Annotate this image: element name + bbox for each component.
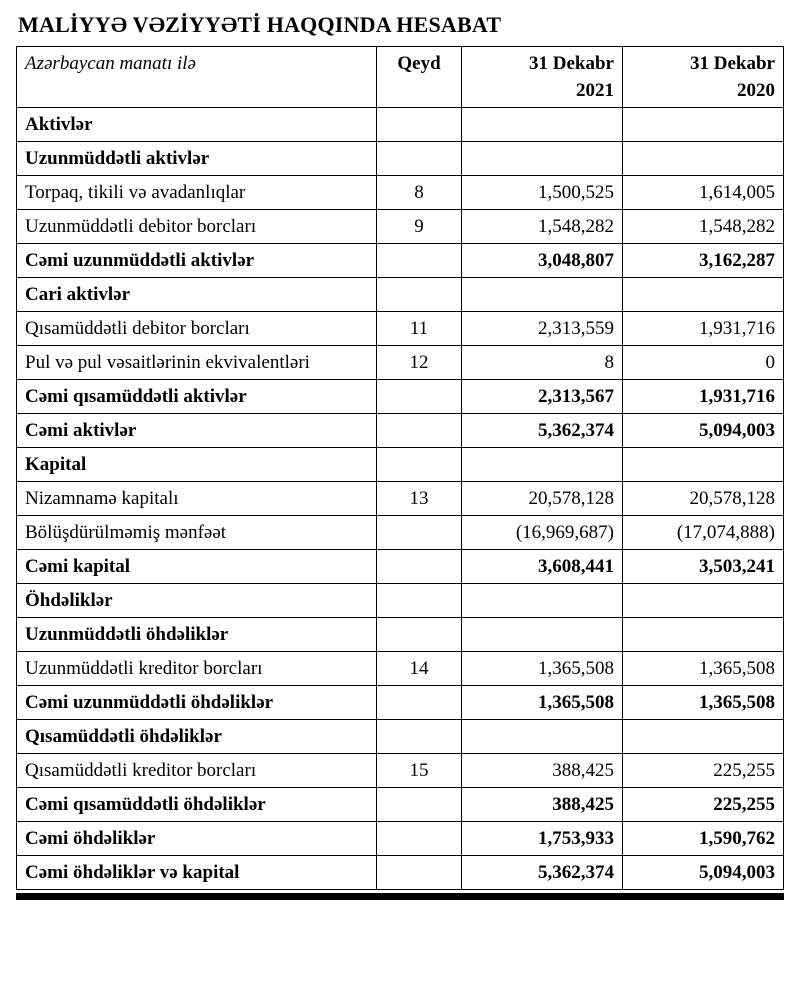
column-header-2021 bbox=[462, 47, 623, 108]
row-label: Torpaq, tikili və avadanlıqlar bbox=[17, 176, 377, 210]
row-value-2020: 5,094,003 bbox=[623, 414, 784, 448]
row-label: Cəmi qısamüddətli aktivlər bbox=[17, 380, 377, 414]
row-value-2020 bbox=[623, 142, 784, 176]
row-note-number bbox=[377, 448, 462, 482]
row-value-2020 bbox=[623, 720, 784, 754]
table-row bbox=[17, 686, 784, 720]
row-value-2021 bbox=[462, 584, 623, 618]
row-note-number bbox=[377, 244, 462, 278]
row-value-2021: 2,313,567 bbox=[462, 380, 623, 414]
row-note-number bbox=[377, 142, 462, 176]
row-label: Cəmi qısamüddətli öhdəliklər bbox=[17, 788, 377, 822]
row-note-number bbox=[377, 720, 462, 754]
row-note-number bbox=[377, 618, 462, 652]
row-label: Aktivlər bbox=[17, 108, 377, 142]
row-value-2021 bbox=[462, 618, 623, 652]
row-value-2020: 1,548,282 bbox=[623, 210, 784, 244]
row-label: Cəmi uzunmüddətli aktivlər bbox=[17, 244, 377, 278]
column-header-2020-month: 31 Dekabr bbox=[690, 53, 775, 74]
row-value-2020: 1,365,508 bbox=[623, 686, 784, 720]
table-row bbox=[17, 720, 784, 754]
row-label: Cəmi uzunmüddətli öhdəliklər bbox=[17, 686, 377, 720]
row-note-number bbox=[377, 380, 462, 414]
financial-position-table bbox=[16, 46, 784, 890]
row-label: Uzunmüddətli kreditor borcları bbox=[17, 652, 377, 686]
table-row bbox=[17, 278, 784, 312]
table-row bbox=[17, 176, 784, 210]
table-row bbox=[17, 822, 784, 856]
row-value-2020: 225,255 bbox=[623, 788, 784, 822]
row-label: Cəmi aktivlər bbox=[17, 414, 377, 448]
row-value-2021: 388,425 bbox=[462, 754, 623, 788]
row-value-2021: 1,753,933 bbox=[462, 822, 623, 856]
table-row bbox=[17, 754, 784, 788]
row-value-2021: 20,578,128 bbox=[462, 482, 623, 516]
table-row bbox=[17, 380, 784, 414]
column-header-2021-month: 31 Dekabr bbox=[529, 53, 614, 74]
row-value-2020: 0 bbox=[623, 346, 784, 380]
table-row bbox=[17, 142, 784, 176]
column-header-2020 bbox=[623, 47, 784, 108]
row-label: Uzunmüddətli aktivlər bbox=[17, 142, 377, 176]
row-value-2020: 20,578,128 bbox=[623, 482, 784, 516]
row-value-2020: 1,931,716 bbox=[623, 380, 784, 414]
table-row bbox=[17, 482, 784, 516]
row-value-2020: 225,255 bbox=[623, 754, 784, 788]
row-label: Pul və pul vəsaitlərinin ekvivalentləri bbox=[17, 346, 377, 380]
row-value-2021: (16,969,687) bbox=[462, 516, 623, 550]
row-value-2021: 3,048,807 bbox=[462, 244, 623, 278]
row-value-2020: 1,590,762 bbox=[623, 822, 784, 856]
bottom-rule bbox=[16, 893, 784, 900]
row-note-number bbox=[377, 686, 462, 720]
row-value-2020: 1,931,716 bbox=[623, 312, 784, 346]
row-value-2021: 388,425 bbox=[462, 788, 623, 822]
row-value-2020: (17,074,888) bbox=[623, 516, 784, 550]
row-value-2020 bbox=[623, 108, 784, 142]
table-row bbox=[17, 108, 784, 142]
row-value-2020 bbox=[623, 584, 784, 618]
table-row bbox=[17, 414, 784, 448]
row-value-2021: 1,500,525 bbox=[462, 176, 623, 210]
row-label: Nizamnamə kapitalı bbox=[17, 482, 377, 516]
row-note-number: 12 bbox=[377, 346, 462, 380]
row-note-number bbox=[377, 108, 462, 142]
row-value-2020 bbox=[623, 618, 784, 652]
table-row bbox=[17, 584, 784, 618]
row-note-number: 13 bbox=[377, 482, 462, 516]
row-label: Qısamüddətli kreditor borcları bbox=[17, 754, 377, 788]
row-value-2021 bbox=[462, 278, 623, 312]
row-value-2021: 1,365,508 bbox=[462, 652, 623, 686]
table-row bbox=[17, 618, 784, 652]
row-note-number bbox=[377, 550, 462, 584]
row-value-2021: 1,548,282 bbox=[462, 210, 623, 244]
table-row bbox=[17, 516, 784, 550]
row-value-2020: 3,162,287 bbox=[623, 244, 784, 278]
row-note-number bbox=[377, 278, 462, 312]
row-label: Uzunmüddətli öhdəliklər bbox=[17, 618, 377, 652]
row-value-2021 bbox=[462, 142, 623, 176]
row-note-number: 15 bbox=[377, 754, 462, 788]
table-row bbox=[17, 652, 784, 686]
row-note-number: 8 bbox=[377, 176, 462, 210]
table-row bbox=[17, 244, 784, 278]
row-note-number bbox=[377, 856, 462, 890]
column-header-2021-year: 2021 bbox=[576, 80, 614, 101]
column-header-2020-year: 2020 bbox=[737, 80, 775, 101]
table-header bbox=[17, 47, 784, 108]
table-row bbox=[17, 788, 784, 822]
row-value-2021: 1,365,508 bbox=[462, 686, 623, 720]
row-value-2021 bbox=[462, 720, 623, 754]
row-note-number bbox=[377, 414, 462, 448]
header-row bbox=[17, 47, 784, 108]
page-title: MALİYYƏ VƏZİYYƏTİ HAQQINDA HESABAT bbox=[18, 12, 502, 37]
row-value-2020: 1,614,005 bbox=[623, 176, 784, 210]
row-label: Kapital bbox=[17, 448, 377, 482]
row-value-2020 bbox=[623, 448, 784, 482]
row-value-2021: 2,313,559 bbox=[462, 312, 623, 346]
row-label: Qısamüddətli debitor borcları bbox=[17, 312, 377, 346]
row-note-number: 9 bbox=[377, 210, 462, 244]
row-value-2020: 1,365,508 bbox=[623, 652, 784, 686]
table-row bbox=[17, 312, 784, 346]
row-value-2021: 5,362,374 bbox=[462, 414, 623, 448]
row-label: Cəmi öhdəliklər bbox=[17, 822, 377, 856]
row-value-2020: 3,503,241 bbox=[623, 550, 784, 584]
row-label: Cəmi kapital bbox=[17, 550, 377, 584]
row-note-number bbox=[377, 788, 462, 822]
row-value-2020 bbox=[623, 278, 784, 312]
row-note-number: 14 bbox=[377, 652, 462, 686]
table-row bbox=[17, 856, 784, 890]
row-label: Bölüşdürülməmiş mənfəət bbox=[17, 516, 377, 550]
row-label: Qısamüddətli öhdəliklər bbox=[17, 720, 377, 754]
row-label: Öhdəliklər bbox=[17, 584, 377, 618]
row-label: Cari aktivlər bbox=[17, 278, 377, 312]
row-note-number bbox=[377, 516, 462, 550]
row-note-number bbox=[377, 822, 462, 856]
row-value-2020: 5,094,003 bbox=[623, 856, 784, 890]
row-value-2021: 8 bbox=[462, 346, 623, 380]
currency-note-header: Azərbaycan manatı ilə bbox=[17, 47, 377, 108]
table-row bbox=[17, 346, 784, 380]
table-row bbox=[17, 550, 784, 584]
statement-table-body bbox=[17, 108, 784, 890]
row-note-number bbox=[377, 584, 462, 618]
row-note-number: 11 bbox=[377, 312, 462, 346]
note-column-header: Qeyd bbox=[377, 47, 462, 108]
table-row bbox=[17, 448, 784, 482]
table-row bbox=[17, 210, 784, 244]
row-value-2021 bbox=[462, 108, 623, 142]
row-label: Uzunmüddətli debitor borcları bbox=[17, 210, 377, 244]
row-label: Cəmi öhdəliklər və kapital bbox=[17, 856, 377, 890]
row-value-2021 bbox=[462, 448, 623, 482]
row-value-2021: 3,608,441 bbox=[462, 550, 623, 584]
row-value-2021: 5,362,374 bbox=[462, 856, 623, 890]
